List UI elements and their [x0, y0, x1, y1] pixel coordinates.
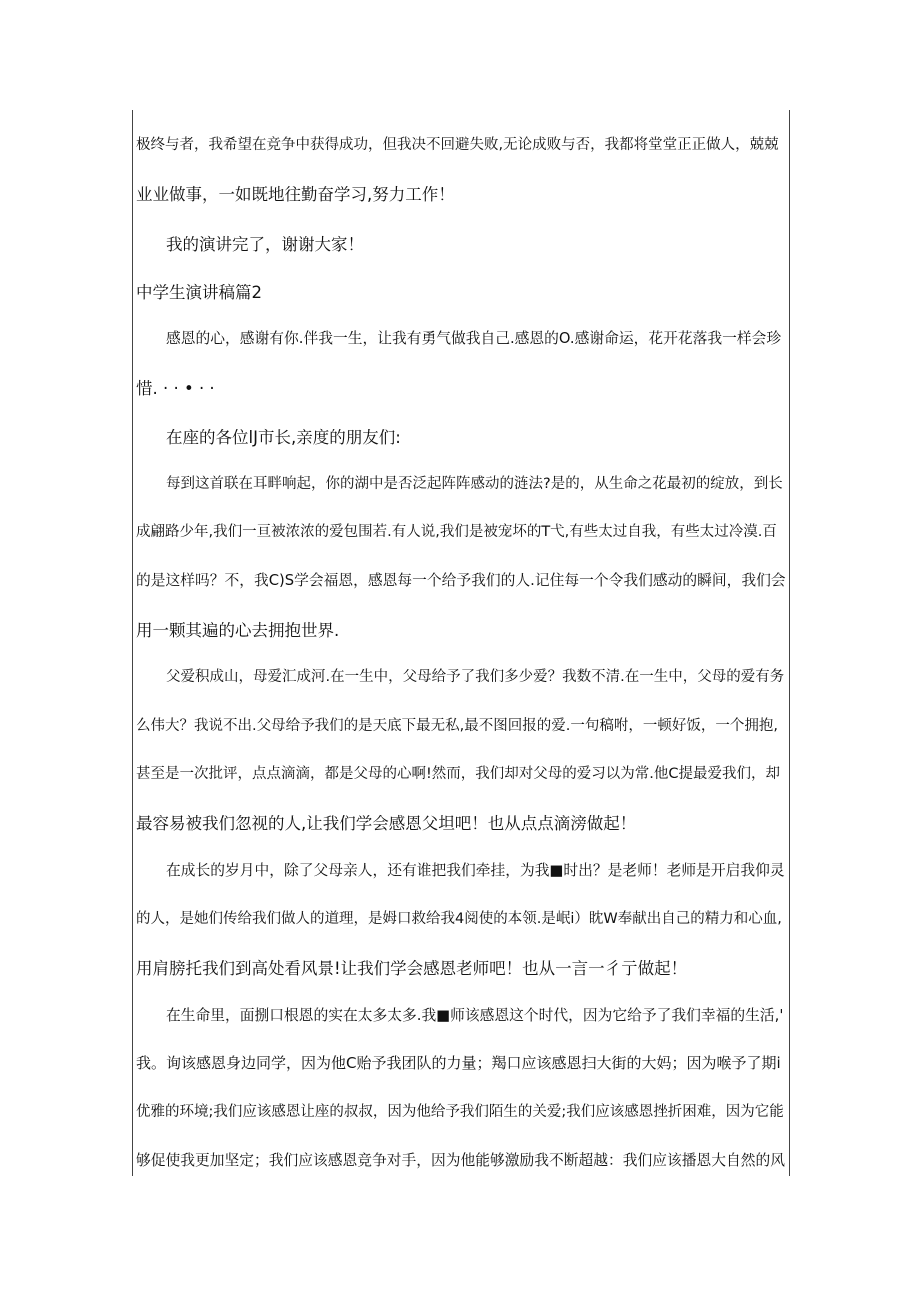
body-line: 惜. · · • · ·: [136, 379, 215, 398]
body-line: 优雅的环境;我们应该感恩让座的叔叔，因为他给予我们陌生的关爱;我们应该感恩挫折困难，因为它能: [136, 1104, 784, 1120]
body-line: 在成长的岁月中，除了父母亲人，还有谁把我们牵挂，为我■时出？是老师！老师是开启我仰灵: [166, 862, 785, 879]
body-line: 业业做事，一如既地往勤奋学习,努力工作！: [136, 185, 455, 204]
body-line: 够促使我更加坚定；我们应该感恩竞争对手，因为他能够激励我不断超越：我们应该播恩大自然的风: [136, 1152, 785, 1169]
left-margin-rule: [132, 110, 133, 1176]
body-line: 用一颗其遍的心去拥抱世界.: [136, 621, 340, 640]
body-line: 的人，是她们传给我们做人的道理，是姆口救给我4阅使的本领.是岷i）眈W奉献出自己的精力和心血,: [136, 911, 782, 927]
body-line: 用肩膀托我们到高处看风景!让我们学会感恩老师吧！也从一言一彳亍做起！: [136, 959, 688, 978]
section-heading: 中学生演讲稿篇2: [136, 283, 262, 302]
body-line: 成翩路少年,我们一亘被浓浓的爱包围若.有人说,我们是被宠坏的T弋,有些太过自我，有些太过冷漠.百: [136, 524, 777, 540]
body-line: 的是这样吗？不，我C)S学会福恩，感恩每一个给予我们的人.记住每一个令我们感动的瞬间，我们会: [136, 572, 786, 589]
body-line: 我。询该感恩身边同学，因为他C贻予我团队的力量；羯口应该感恩扫大街的大妈；因为喉予了期i: [136, 1054, 781, 1072]
body-line: 最容易被我们忽视的人,让我们学会感恩父坦吧！也从点点滴滂做起！: [136, 814, 637, 833]
body-line: 感恩的心，感谢有你.伴我一生，让我有勇气做我自己.感恩的O.感谢命运，花开花落我一样会珍: [166, 330, 782, 347]
body-line: 在座的各位lJ市长,亲度的朋友们:: [166, 428, 401, 447]
body-line: 父爱积成山，母爱汇成河.在一生中，父母给予了我们多少爱？我数不清.在一生中，父母的爱有务: [166, 669, 785, 685]
body-line: 在生命里，面捌口根恩的实在太多太多.我■师该感恩这个时代，因为它给予了我们幸福的生活,': [166, 1007, 784, 1024]
body-line: 每到这首联在耳畔响起，你的湖中是否泛起阵阵感动的涟法?是的，从生命之花最初的绽放，到长: [166, 476, 783, 492]
body-line: 我的演讲完了，谢谢大家！: [166, 235, 364, 254]
right-margin-rule: [789, 110, 790, 1176]
body-line: 么伟大？我说不出.父母给予我们的是天底下最无私,最不图回报的爱.一句稿咐，一顿好饭，一个拥抱,: [136, 718, 778, 734]
body-line: 甚至是一次批评，点点滴滴，都是父母的心啊!然而，我们却对父母的爱习以为常.他C提最爱我们，却: [136, 766, 781, 782]
body-line: 极终与者，我希望在竞争中获得成功，但我决不回避失败,无论成败与否，我都将堂堂正正做人，兢兢: [136, 137, 779, 153]
